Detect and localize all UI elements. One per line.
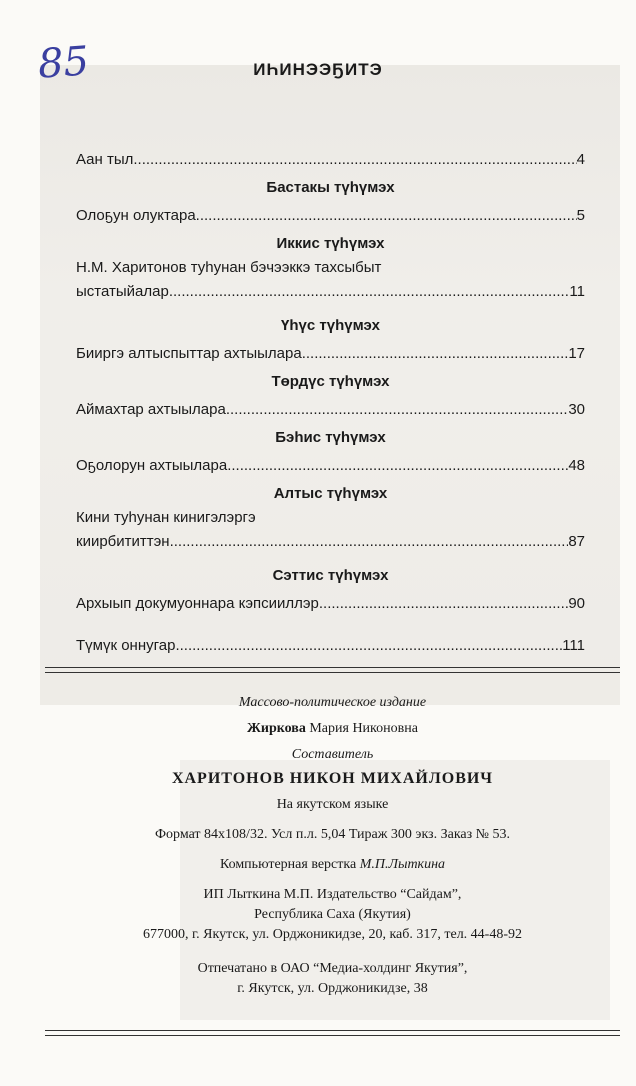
format-line: Формат 84х108/32. Усл п.л. 5,04 Тираж 300 экз. Заказ № 53. — [154, 827, 511, 842]
toc-entry[interactable]: Түмүк оннугар ..... 111 — [76, 636, 585, 656]
publisher-address: 677000, г. Якутск, ул. Орджоникидзе, 20, каб. 317, тел. 44-48-92 — [142, 927, 523, 942]
layout-credit: Компьютерная верстка М.П.Лыткина — [219, 857, 446, 872]
toc-entry[interactable]: киирбититтэн ..... 87 — [76, 532, 585, 552]
toc-entry[interactable]: Оҕолорун ахтыылара ..... 48 — [76, 456, 585, 476]
compiler: Жиркова Мария Никоновна — [247, 721, 418, 736]
table-of-contents — [76, 150, 585, 656]
handwritten-page-number: 85 — [36, 38, 91, 88]
toc-entry[interactable]: ыстатыйалар ..... 11 — [76, 282, 585, 302]
compiler-role: Составитель — [291, 747, 374, 762]
toc-section-heading: Үһүс түһүмэх — [281, 317, 380, 334]
toc-entry[interactable]: Аймахтар ахтыылара ..... 30 — [76, 400, 585, 420]
toc-section-heading: Иккис түһүмэх — [276, 235, 385, 252]
toc-title: ИҺИНЭЭҔИТЭ — [253, 60, 383, 79]
printer-line: Отпечатано в ОАО “Медиа-холдинг Якутия”, — [197, 961, 468, 976]
toc-section-heading: Бастакы түһүмэх — [266, 179, 395, 196]
toc-entry-line1: Н.М. Харитонов туһунан бэчээккэ тахсыбыт — [76, 259, 382, 276]
toc-entry[interactable]: Олоҕун олуктара ..... 5 — [76, 206, 585, 226]
toc-section-heading: Бэһис түһүмэх — [275, 429, 386, 446]
toc-entry[interactable]: Аан тыл ..... 4 — [76, 150, 585, 170]
divider — [45, 1035, 620, 1036]
divider — [45, 667, 620, 668]
subject-name: ХАРИТОНОВ НИКОН МИХАЙЛОВИЧ — [171, 770, 494, 787]
toc-section-heading: Төрдүс түһүмэх — [271, 373, 390, 390]
toc-entry-line1: Кини туһунан кинигэлэргэ — [76, 509, 256, 526]
language-note: На якутском языке — [276, 797, 389, 812]
publisher-line: ИП Лыткина М.П. Издательство “Сайдам”, — [203, 887, 462, 902]
divider — [45, 1030, 620, 1031]
imprint-block — [45, 693, 620, 999]
toc-entry[interactable]: Архыып докумуоннара кэпсииллэр ..... 90 — [76, 594, 585, 614]
publisher-region: Республика Саха (Якутия) — [254, 907, 411, 922]
toc-section-heading: Сэттис түһүмэх — [272, 567, 389, 584]
toc-section-heading: Алтыс түһүмэх — [273, 485, 388, 502]
divider — [45, 672, 620, 673]
toc-entry[interactable]: Бииргэ алтыспыттар ахтыылара ..... 17 — [76, 344, 585, 364]
printer-address: г. Якутск, ул. Орджоникидзе, 38 — [237, 981, 428, 996]
edition-type: Массово-политическое издание — [238, 695, 427, 710]
